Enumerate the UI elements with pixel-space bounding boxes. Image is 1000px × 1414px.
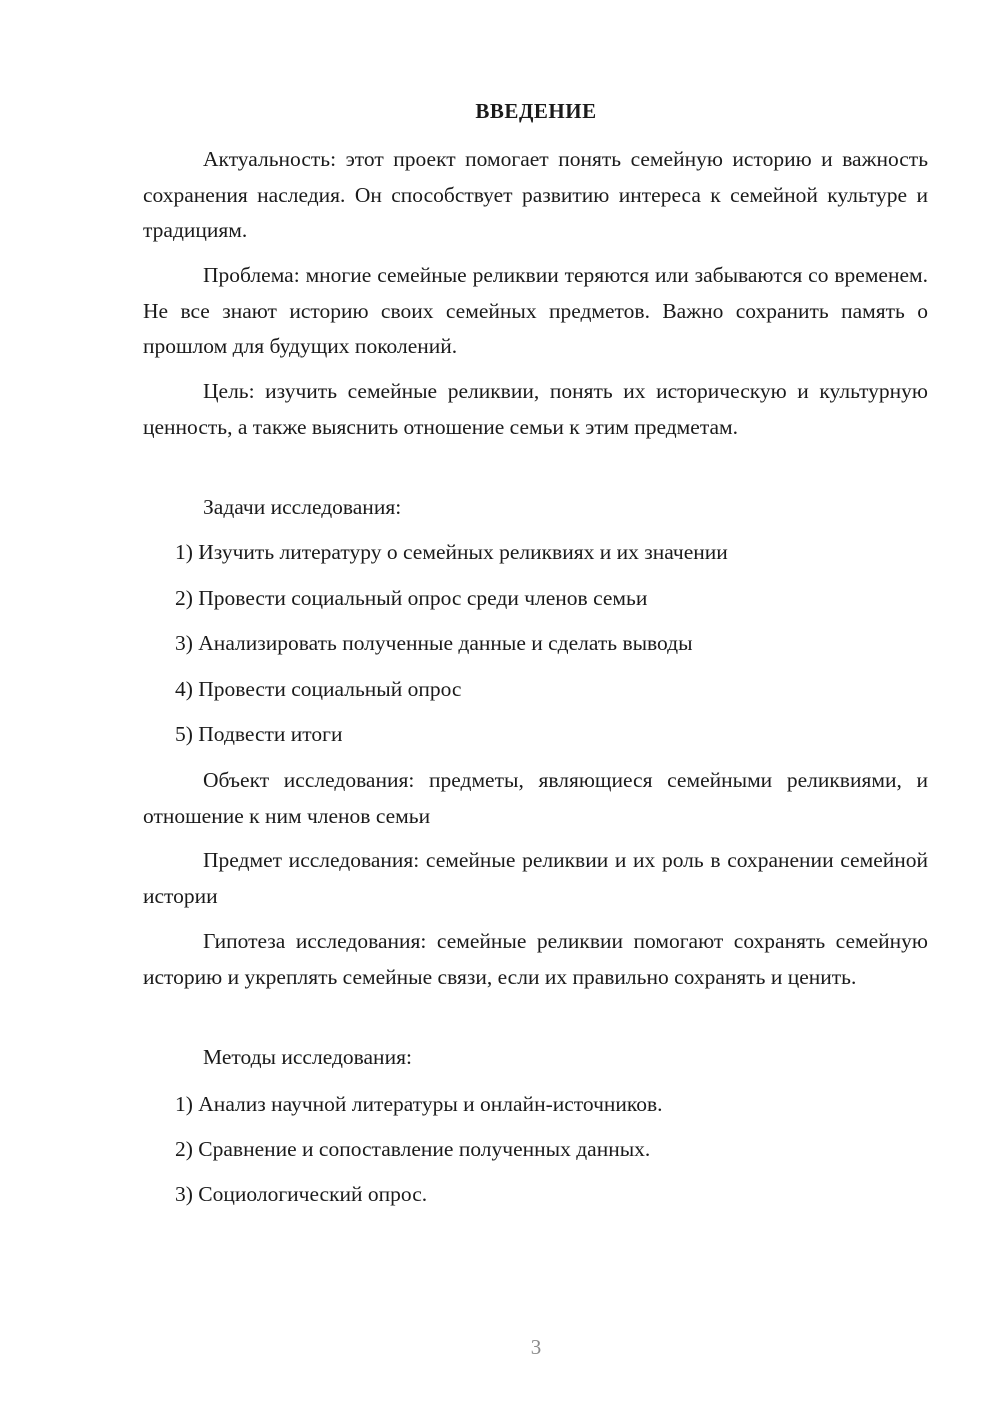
- task-item-4: 4) Провести социальный опрос: [175, 677, 462, 701]
- section-title: ВВЕДЕНИЕ: [475, 99, 597, 123]
- task-item-5: 5) Подвести итоги: [175, 722, 343, 746]
- method-item-3: 3) Социологический опрос.: [175, 1182, 428, 1206]
- tasks-heading: Задачи исследования:: [203, 495, 402, 519]
- subject-paragraph: Предмет исследования: семейные реликвии и их роль в сохранении семейной истории: [143, 848, 928, 908]
- method-item-1: 1) Анализ научной литературы и онлайн-источников.: [175, 1092, 663, 1116]
- page-number: 3: [530, 1335, 542, 1359]
- task-item-1: 1) Изучить литературу о семейных реликвиях и их значении: [175, 540, 728, 564]
- goal-paragraph: Цель: изучить семейные реликвии, понять их историческую и культурную ценность, а также выяснить отношение семьи к этим предметам.: [143, 379, 928, 439]
- method-item-2: 2) Сравнение и сопоставление полученных данных.: [175, 1137, 651, 1161]
- problem-paragraph: Проблема: многие семейные реликвии теряются или забываются со временем. Не все знают историю своих семейных предметов. Важно сохранить память о прошлом для будущих поколений.: [143, 263, 928, 358]
- methods-heading: Методы исследования:: [203, 1045, 412, 1069]
- relevance-paragraph: Актуальность: этот проект помогает понять семейную историю и важность сохранения наследия. Он способствует развитию интереса к семейной культуре и традициям.: [143, 147, 928, 242]
- hypothesis-paragraph: Гипотеза исследования: семейные реликвии помогают сохранять семейную историю и укреплять семейные связи, если их правильно сохранять и ценить.: [143, 929, 928, 989]
- task-item-3: 3) Анализировать полученные данные и сделать выводы: [175, 631, 693, 655]
- task-item-2: 2) Провести социальный опрос среди членов семьи: [175, 586, 648, 610]
- object-paragraph: Объект исследования: предметы, являющиеся семейными реликвиями, и отношение к ним членов семьи: [143, 768, 928, 828]
